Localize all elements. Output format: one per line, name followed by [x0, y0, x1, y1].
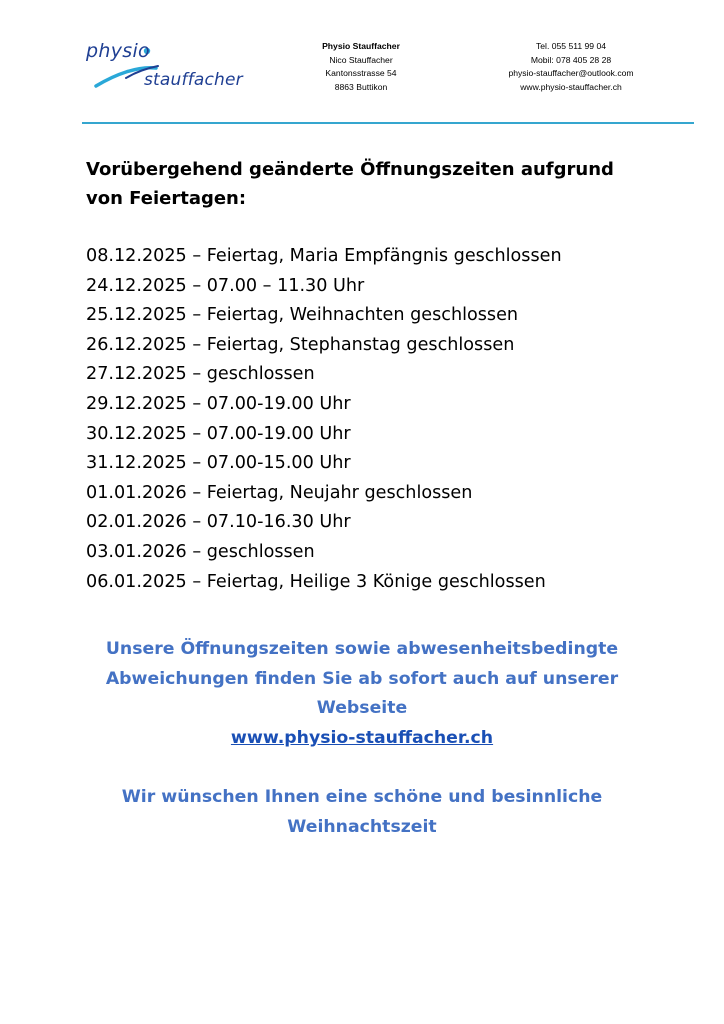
- mobile: Mobil: 078 405 28 28: [530, 54, 612, 65]
- schedule-list: [86, 242, 666, 597]
- greeting-line-2: Weihnachtszeit: [287, 816, 437, 837]
- practice-name: Physio Stauffacher: [322, 41, 400, 51]
- letterhead: [0, 0, 724, 124]
- title-line-2: von Feiertagen:: [86, 188, 247, 209]
- contact-block: [490, 40, 652, 94]
- schedule-item: 03.01.2026 – geschlossen: [86, 541, 315, 562]
- city: 8863 Buttikon: [334, 81, 388, 92]
- logo-word-stauffacher: stauffacher: [144, 70, 243, 90]
- schedule-item: 31.12.2025 – 07.00-15.00 Uhr: [86, 453, 351, 474]
- street: Kantonsstrasse 54: [325, 68, 397, 78]
- schedule-item: 26.12.2025 – Feiertag, Stephanstag geschlossen: [86, 334, 515, 355]
- schedule-item: 27.12.2025 – geschlossen: [86, 364, 315, 385]
- schedule-item: 02.01.2026 – 07.10-16.30 Uhr: [86, 512, 351, 533]
- header-divider: [82, 122, 694, 124]
- main-content: [86, 155, 666, 597]
- schedule-item: 29.12.2025 – 07.00-19.00 Uhr: [86, 393, 351, 414]
- notice-line-3: Webseite: [316, 698, 408, 719]
- website-link[interactable]: www.physio-stauffacher.ch: [230, 727, 494, 748]
- notice-line-2: Abweichungen finden Sie ab sofort auch auf unserer: [105, 668, 619, 689]
- address-block: [300, 40, 422, 94]
- schedule-item: 24.12.2025 – 07.00 – 11.30 Uhr: [86, 275, 365, 296]
- schedule-item: 06.01.2025 – Feiertag, Heilige 3 Könige geschlossen: [86, 571, 546, 592]
- greeting-line-1: Wir wünschen Ihnen eine schöne und besinnliche: [121, 787, 603, 807]
- phone: Tel. 055 511 99 04: [535, 41, 607, 51]
- schedule-item: 08.12.2025 – Feiertag, Maria Empfängnis geschlossen: [86, 246, 562, 266]
- holiday-greeting: [62, 783, 662, 842]
- page-title: [86, 155, 666, 213]
- title-line-1: Vorübergehend geänderte Öffnungszeiten aufgrund: [86, 159, 614, 180]
- website-notice: [62, 635, 662, 753]
- email: physio-stauffacher@outlook.com: [508, 68, 634, 78]
- schedule-item: 01.01.2026 – Feiertag, Neujahr geschlossen: [86, 482, 473, 503]
- notice-line-1: Unsere Öffnungszeiten sowie abwesenheitsbedingte: [105, 639, 619, 659]
- schedule-item: 30.12.2025 – 07.00-19.00 Uhr: [86, 423, 351, 444]
- website: www.physio-stauffacher.ch: [520, 81, 622, 92]
- schedule-item: 25.12.2025 – Feiertag, Weihnachten geschlossen: [86, 305, 519, 326]
- logo: [86, 36, 256, 100]
- person-name: Nico Stauffacher: [329, 54, 393, 65]
- logo-word-physio: physio: [86, 40, 150, 62]
